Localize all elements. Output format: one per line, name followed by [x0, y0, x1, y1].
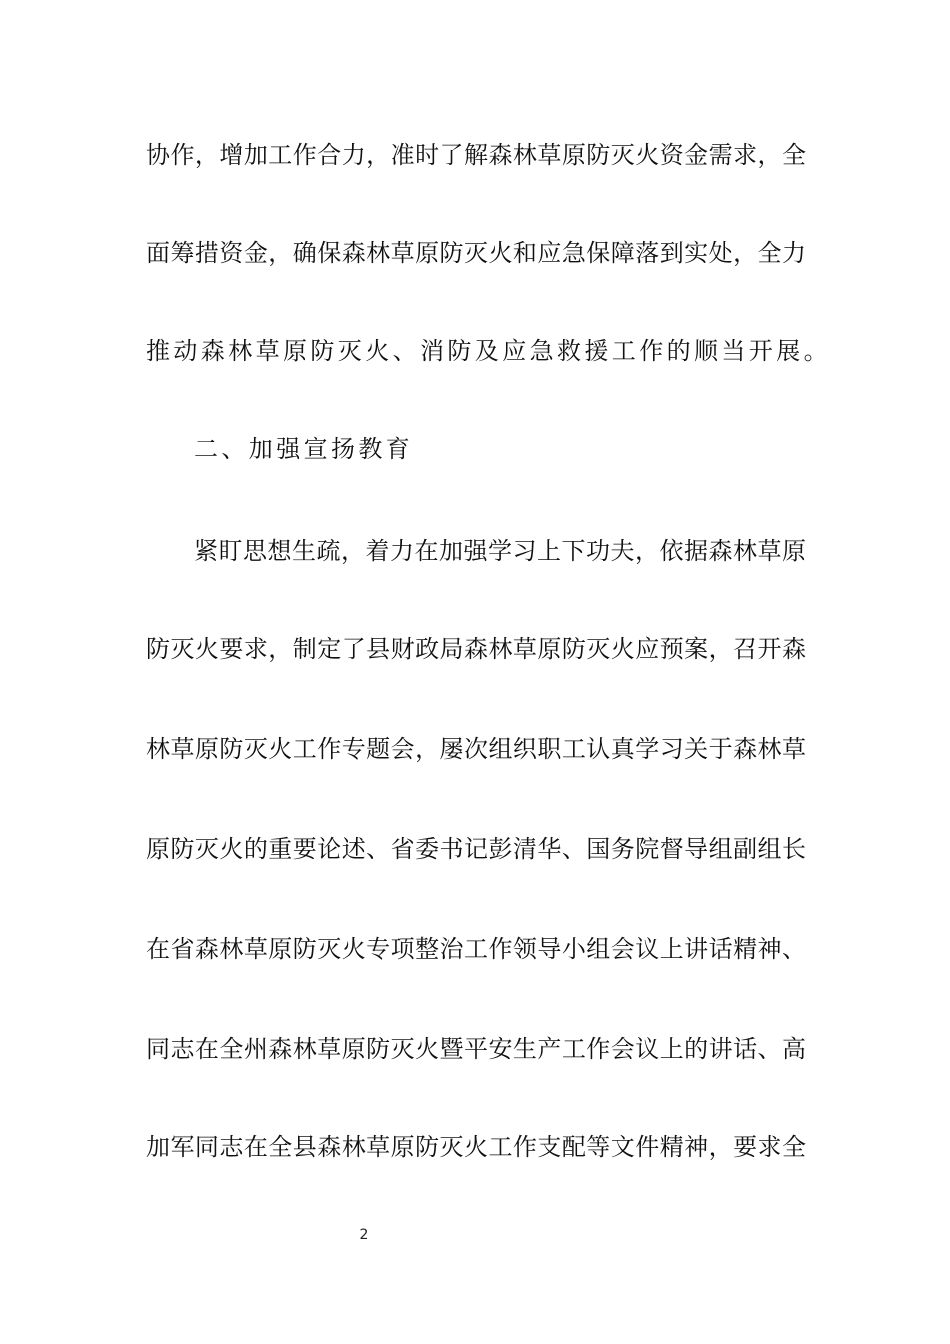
paragraph-line-3: 推动森林草原防灭火、消防及应急救援工作的顺当开展。 [146, 337, 831, 365]
paragraph2-line-4: 原防灭火的重要论述、省委书记彭清华、国务院督导组副组长 [146, 835, 806, 863]
paragraph-line-1: 协作，增加工作合力，准时了解森林草原防灭火资金需求，全 [146, 141, 806, 169]
paragraph2-line-6: 同志在全州森林草原防灭火暨平安生产工作会议上的讲话、高 [146, 1035, 806, 1063]
paragraph2-line-1: 紧盯思想生疏，着力在加强学习上下功夫，依据森林草原 [194, 537, 806, 565]
paragraph-line-2: 面筹措资金，确保森林草原防灭火和应急保障落到实处，全力 [146, 239, 806, 267]
page-number: 2 [359, 1227, 369, 1243]
paragraph2-line-2: 防灭火要求，制定了县财政局森林草原防灭火应预案，召开森 [146, 635, 806, 663]
paragraph2-line-3: 林草原防灭火工作专题会，屡次组织职工认真学习关于森林草 [146, 735, 806, 763]
paragraph2-line-7: 加军同志在全县森林草原防灭火工作支配等文件精神，要求全 [146, 1133, 806, 1161]
paragraph2-line-5: 在省森林草原防灭火专项整治工作领导小组会议上讲话精神、 [146, 935, 806, 963]
section-heading: 二、加强宣扬教育 [194, 435, 414, 463]
